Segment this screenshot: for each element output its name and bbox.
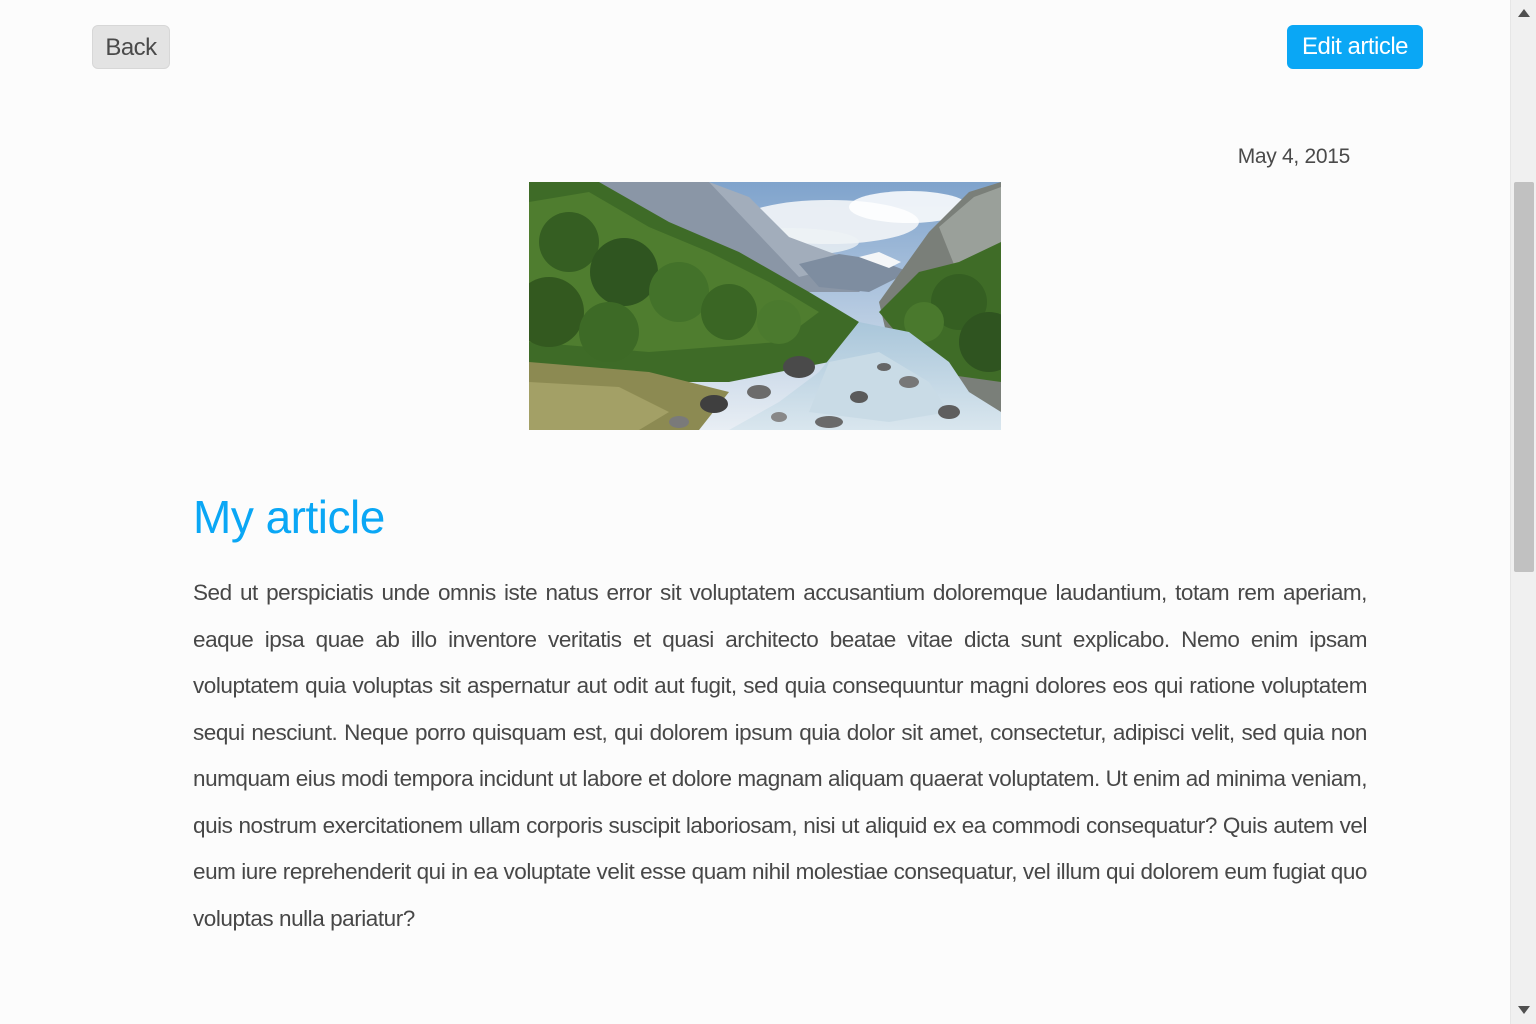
- article-body: Sed ut perspiciatis unde omnis iste natus error sit voluptatem accusantium doloremque laudantium, totam rem aperiam, eaque ipsa quae ab illo inventore veritatis et quasi architecto beatae vitae dicta sunt explicabo. Nemo enim ipsam voluptatem quia voluptas sit aspernatur aut odit aut fugit, sed quia consequuntur magni dolores eos qui ratione voluptatem sequi nesciunt. Neque porro quisquam est, qui dolorem ipsum quia dolor sit amet, consectetur, adipisci velit, sed quia non numquam eius modi tempora incidunt ut labore et dolore magnam aliquam quaerat voluptatem. Ut enim ad minima veniam, quis nostrum exercitationem ullam corporis suscipit laboriosam, nisi ut aliquid ex ea commodi consequatur? Quis autem vel eum iure reprehenderit qui in ea voluptate velit esse quam nihil molestiae consequatur, vel illum qui dolorem eum fugiat quo voluptas nulla pariatur?: [193, 580, 1367, 931]
- scroll-up-arrow-icon[interactable]: [1518, 9, 1530, 17]
- edit-article-button[interactable]: Edit article: [1287, 25, 1423, 69]
- back-button[interactable]: Back: [92, 25, 170, 69]
- article-hero-image: [529, 182, 1001, 430]
- article-date: May 4, 2015: [1237, 145, 1350, 168]
- scrollbar-thumb[interactable]: [1514, 182, 1534, 572]
- scroll-down-arrow-icon[interactable]: [1518, 1006, 1530, 1014]
- article-title: My article: [193, 491, 385, 543]
- vertical-scrollbar[interactable]: [1510, 0, 1536, 1024]
